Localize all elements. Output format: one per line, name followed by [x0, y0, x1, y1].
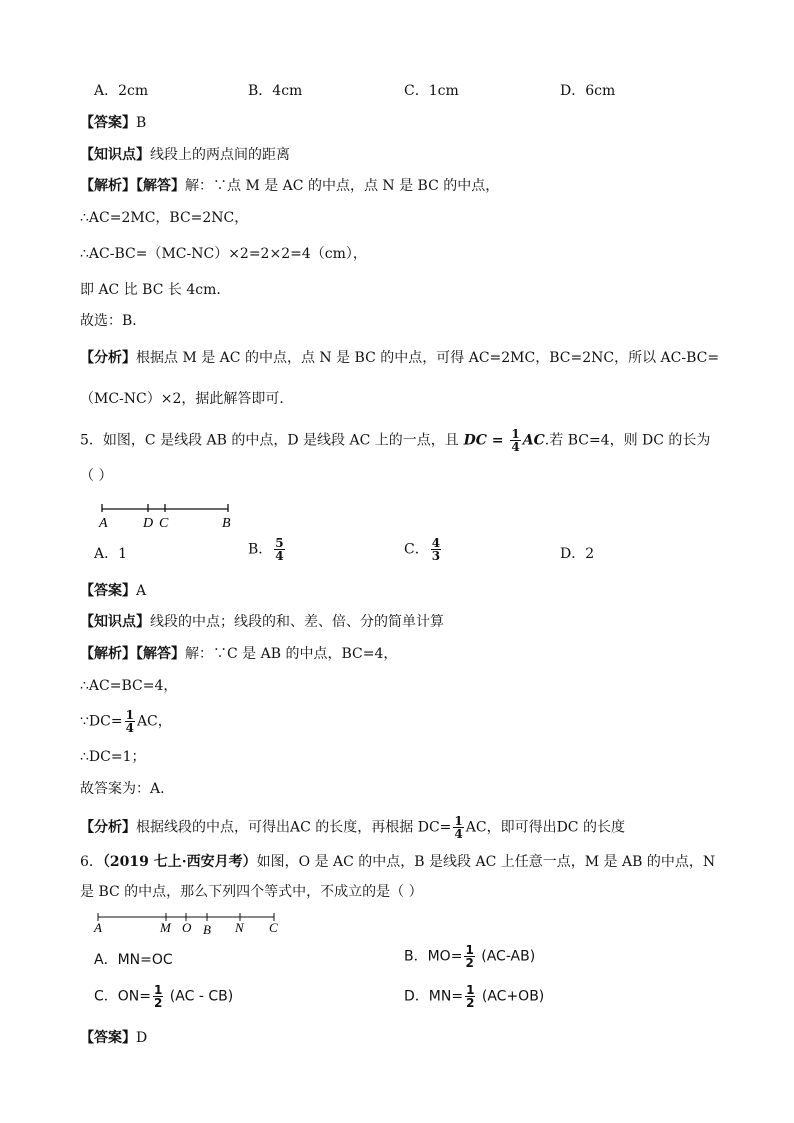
label-c: C — [159, 516, 169, 530]
q4-analysis-4: 即 AC 比 BC 长 4cm． — [80, 282, 231, 298]
kp-tag: 【知识点】 — [80, 614, 150, 630]
option-fraction — [465, 984, 475, 1009]
q6-option-c — [94, 984, 233, 1009]
q5-option-b — [248, 537, 287, 562]
q5-stem-a: 5．如图，C 是线段 AB 的中点，D 是线段 AC 上的一点，且 — [80, 432, 459, 449]
q5-knowledge-point — [80, 612, 444, 632]
q4-option-b: B．4cm — [248, 83, 303, 99]
label-b: B — [203, 922, 211, 937]
fenxi-fraction — [453, 815, 463, 840]
q4-option-d: D．6cm — [560, 83, 616, 99]
option-label: C．ON= — [94, 988, 151, 1005]
fenxi-text: 根据点 M 是 AC 的中点，点 N 是 BC 的中点，可得 AC=2MC，BC=2NC，所以 AC-BC= — [136, 350, 720, 366]
q6-answer — [80, 1028, 147, 1048]
q5-paren: （ ） — [80, 468, 113, 484]
option-fraction — [464, 944, 474, 969]
label-m: M — [160, 920, 171, 935]
analysis-tag: 【解析】【解答】 — [80, 646, 185, 662]
option-label: C． — [404, 541, 429, 558]
label-a: A — [99, 516, 108, 530]
label-n: N — [235, 920, 244, 935]
question-number: 6． — [80, 854, 103, 870]
q6-stem-1 — [80, 852, 715, 872]
analysis-fraction — [125, 709, 135, 734]
label-c: C — [269, 920, 278, 935]
fraction-denominator: 4 — [125, 721, 134, 735]
answer-value: A — [136, 583, 147, 599]
q4-knowledge-point — [80, 145, 290, 165]
option-label: B． — [248, 541, 273, 558]
q5-option-c — [404, 537, 443, 562]
q4-answer — [80, 113, 146, 133]
q4-fenxi-2: （MC-NC）×2，据此解答即可． — [80, 391, 294, 407]
q5-fenxi — [80, 815, 625, 840]
fraction-denominator: 2 — [154, 996, 163, 1010]
fraction-denominator: 4 — [275, 549, 284, 563]
q5-stem-b: .若 BC=4，则 DC 的长为 — [544, 432, 711, 449]
fraction-numerator: 1 — [511, 427, 520, 441]
fraction-numerator: 1 — [466, 983, 475, 997]
q4-option-c: C．1cm — [404, 83, 459, 99]
q4-analysis-2: ∴AC=2MC，BC=2NC， — [80, 210, 249, 226]
option-fraction — [274, 537, 284, 562]
fraction-denominator: 2 — [465, 956, 474, 970]
q5-segment-figure — [96, 500, 246, 530]
option-text: (AC - CB) — [165, 988, 234, 1005]
q5-analysis-5: 故答案为：A. — [80, 781, 165, 797]
fraction-numerator: 1 — [154, 983, 163, 997]
q5-eq: = — [486, 432, 509, 449]
q6-option-b — [404, 944, 535, 969]
q5-analysis-1 — [80, 644, 397, 664]
fraction-numerator: 5 — [275, 536, 284, 550]
q5-dc: DC — [463, 432, 487, 449]
q6-stem-2: 是 BC 的中点，那么下列四个等式中，不成立的是（ ） — [80, 884, 423, 900]
q5-analysis-4: ∴DC=1； — [80, 749, 146, 765]
fraction-numerator: 4 — [431, 536, 441, 550]
q4-option-a: A．2cm — [94, 83, 149, 99]
q4-analysis-5: 故选：B． — [80, 313, 147, 329]
q4-analysis-3: ∴AC-BC=（MC-NC）×2=2×2=4（cm）， — [80, 246, 367, 262]
q5-analysis-2: ∴AC=BC=4， — [80, 678, 178, 694]
answer-tag: 【答案】 — [80, 583, 136, 599]
analysis-text: ∵DC= — [80, 713, 123, 730]
q4-fenxi-1 — [80, 348, 719, 368]
analysis-tag: 【解析】【解答】 — [80, 178, 185, 194]
question-source: （2019 七上·西安月考） — [102, 854, 257, 870]
q5-ac: AC — [522, 432, 545, 449]
fenxi-text: AC，即可得出DC 的长度 — [465, 819, 625, 836]
fraction-denominator: 2 — [466, 996, 475, 1010]
fraction-denominator: 4 — [511, 440, 520, 454]
option-fraction — [153, 984, 163, 1009]
analysis-text: 解：∵C 是 AB 的中点，BC=4， — [185, 646, 398, 662]
q5-stem — [80, 428, 710, 453]
fraction-numerator: 1 — [125, 708, 134, 722]
label-a: A — [94, 920, 102, 935]
kp-tag: 【知识点】 — [80, 147, 150, 163]
q6-option-a: A．MN=OC — [94, 952, 173, 968]
kp-text: 线段上的两点间的距离 — [150, 147, 290, 163]
option-fraction — [431, 537, 441, 562]
fenxi-tag: 【分析】 — [80, 350, 136, 366]
option-text: (AC-AB) — [476, 948, 536, 965]
q5-option-a: A．1 — [94, 546, 128, 562]
q6-segment-figure — [92, 908, 292, 938]
label-d: D — [143, 516, 154, 530]
question-text: 如图，O 是 AC 的中点，B 是线段 AC 上任意一点，M 是 AB 的中点，N — [256, 854, 716, 870]
q5-answer — [80, 581, 146, 601]
option-text: (AC+OB) — [477, 988, 545, 1005]
label-b: B — [222, 516, 231, 530]
option-label: D．MN= — [404, 988, 464, 1005]
answer-tag: 【答案】 — [80, 1030, 136, 1046]
q5-analysis-3 — [80, 709, 172, 734]
answer-value: B — [136, 115, 147, 131]
fraction-denominator: 4 — [454, 827, 463, 841]
fraction-numerator: 1 — [465, 943, 474, 957]
analysis-text: 解：∵点 M 是 AC 的中点，点 N 是 BC 的中点， — [185, 178, 500, 194]
answer-tag: 【答案】 — [80, 115, 136, 131]
analysis-text: AC， — [136, 713, 172, 730]
label-o: O — [182, 920, 192, 935]
q6-option-d — [404, 984, 544, 1009]
answer-value: D — [136, 1030, 148, 1046]
kp-text: 线段的中点；线段的和、差、倍、分的简单计算 — [150, 614, 444, 630]
fraction-denominator: 3 — [431, 549, 441, 563]
q5-option-d: D．2 — [560, 546, 595, 562]
q5-fraction — [510, 428, 520, 453]
fenxi-text: 根据线段的中点，可得出AC 的长度，再根据 DC= — [136, 819, 452, 836]
fenxi-tag: 【分析】 — [80, 819, 136, 836]
fraction-numerator: 1 — [454, 814, 463, 828]
q4-analysis-1 — [80, 176, 499, 196]
option-label: B．MO= — [404, 948, 463, 965]
